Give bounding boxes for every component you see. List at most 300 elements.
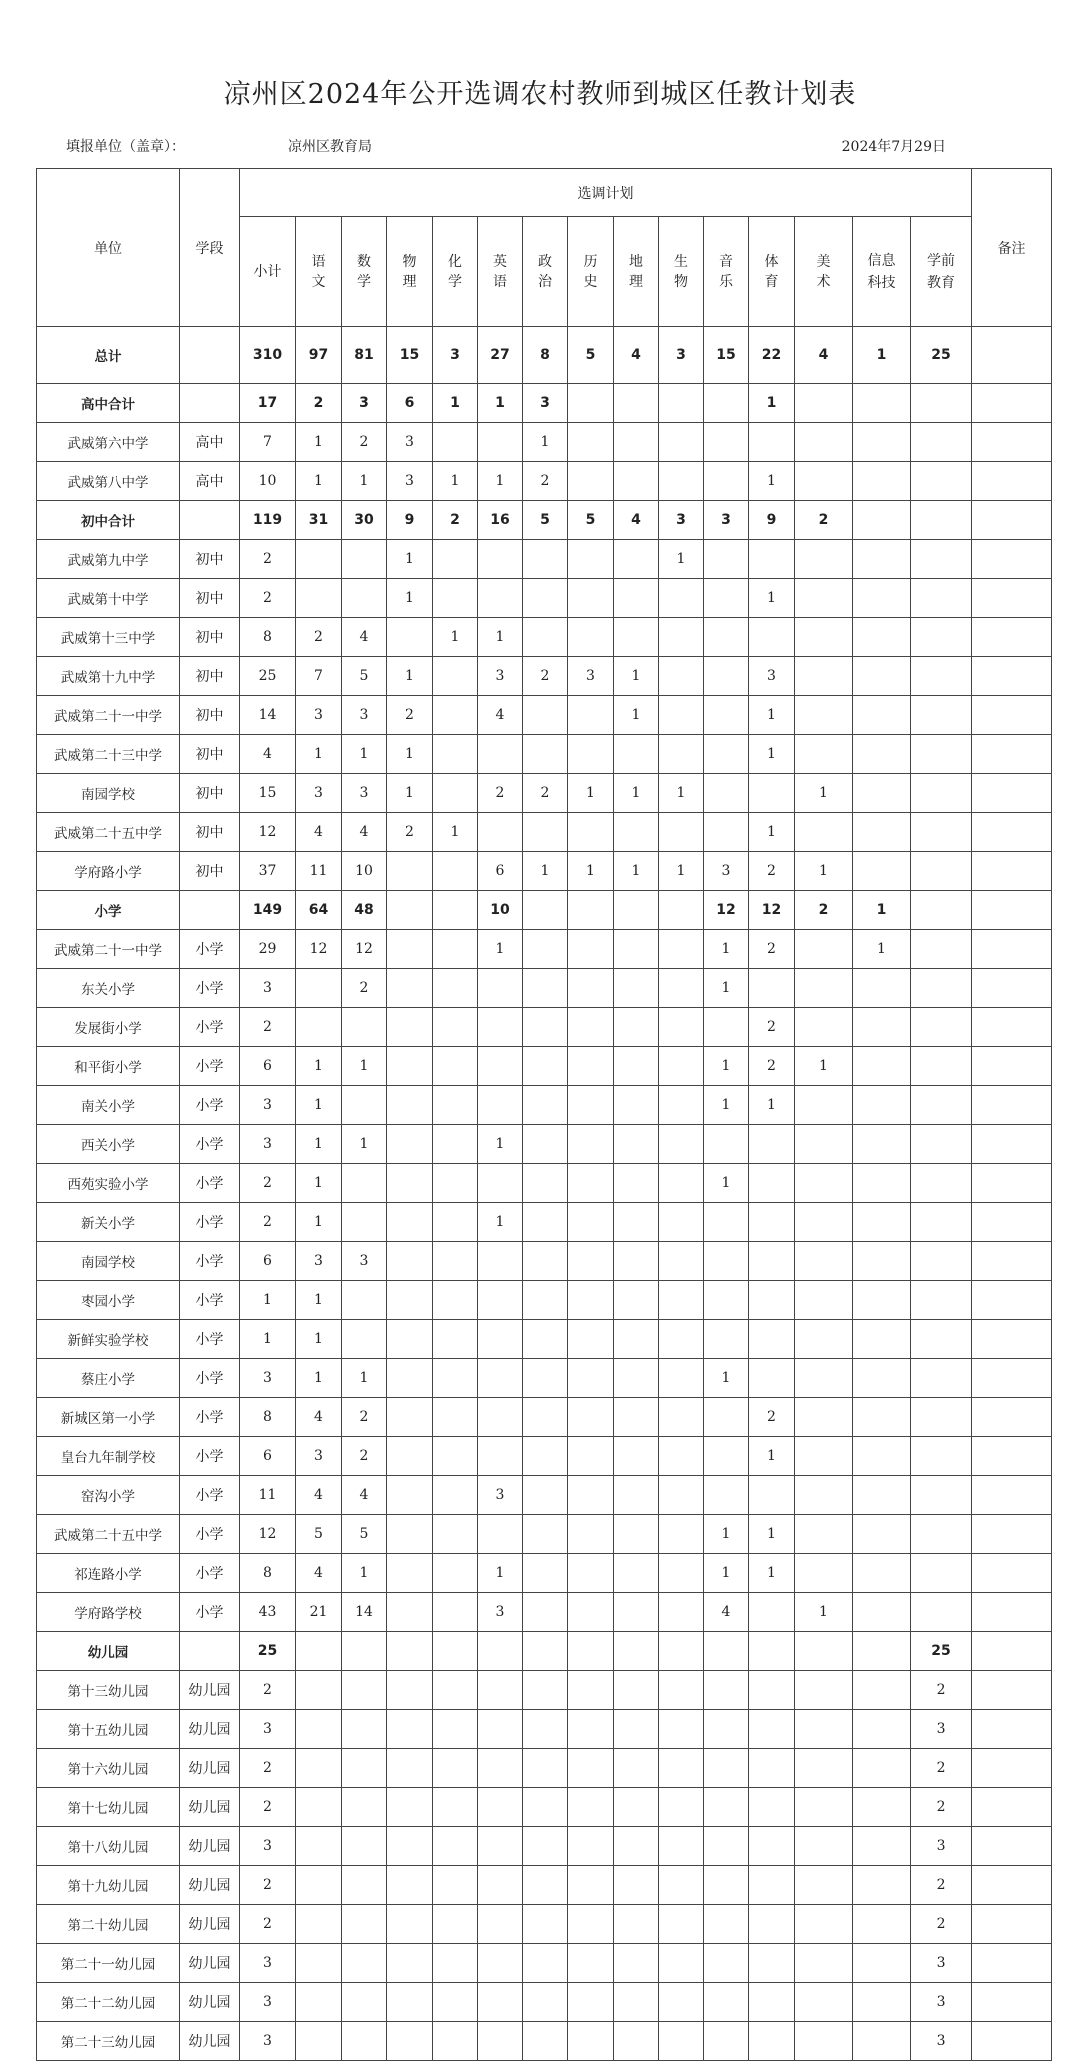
count-cell — [614, 1281, 659, 1320]
table-row — [37, 1515, 1052, 1554]
count-cell — [433, 1749, 478, 1788]
fill-date: 2024年7月29日 — [841, 139, 946, 155]
count-cell — [296, 1905, 342, 1944]
count-cell — [478, 1008, 523, 1047]
remark-cell — [972, 774, 1052, 813]
count-cell — [387, 1632, 433, 1671]
remark-cell — [972, 1125, 1052, 1164]
remark-cell — [972, 891, 1052, 930]
count-cell — [433, 1710, 478, 1749]
count-cell — [795, 2022, 853, 2061]
count-cell: 1 — [795, 852, 853, 891]
header-subject-label: 化学 — [447, 253, 462, 290]
count-cell — [795, 1866, 853, 1905]
count-cell — [853, 657, 911, 696]
count-cell — [387, 1593, 433, 1632]
count-cell: 3 — [240, 1359, 296, 1398]
count-cell — [478, 1320, 523, 1359]
table-row — [37, 930, 1052, 969]
count-cell — [433, 969, 478, 1008]
stage-cell — [180, 327, 240, 384]
count-cell — [911, 1437, 972, 1476]
count-cell: 3 — [911, 1944, 972, 1983]
count-cell: 3 — [240, 1710, 296, 1749]
count-cell — [523, 813, 568, 852]
count-cell — [523, 1944, 568, 1983]
count-cell — [342, 1008, 387, 1047]
count-cell — [478, 1515, 523, 1554]
unit-name-cell: 幼儿园 — [37, 1632, 180, 1671]
count-cell — [387, 1047, 433, 1086]
count-cell — [749, 1749, 795, 1788]
count-cell — [704, 1476, 749, 1515]
stage-cell: 小学 — [180, 1593, 240, 1632]
table-row — [37, 618, 1052, 657]
count-cell — [478, 423, 523, 462]
count-cell — [704, 2022, 749, 2061]
count-cell — [795, 579, 853, 618]
count-cell — [296, 1671, 342, 1710]
count-cell — [614, 1008, 659, 1047]
header-subject-label: 小计 — [253, 263, 282, 280]
count-cell — [478, 1047, 523, 1086]
count-cell — [433, 1593, 478, 1632]
count-cell: 97 — [296, 327, 342, 384]
unit-name-cell: 新城区第一小学 — [37, 1398, 180, 1437]
count-cell: 1 — [478, 384, 523, 423]
count-cell: 310 — [240, 327, 296, 384]
unit-name-cell: 皇台九年制学校 — [37, 1437, 180, 1476]
count-cell — [433, 891, 478, 930]
count-cell — [853, 852, 911, 891]
count-cell — [853, 1359, 911, 1398]
count-cell — [704, 1749, 749, 1788]
count-cell — [853, 1827, 911, 1866]
count-cell — [795, 696, 853, 735]
count-cell — [659, 813, 704, 852]
count-cell — [795, 423, 853, 462]
remark-cell — [972, 579, 1052, 618]
count-cell — [478, 1359, 523, 1398]
count-cell — [749, 1827, 795, 1866]
count-cell: 1 — [478, 1125, 523, 1164]
count-cell — [795, 1710, 853, 1749]
table-row — [37, 1827, 1052, 1866]
count-cell — [614, 384, 659, 423]
table-row — [37, 1476, 1052, 1515]
count-cell — [911, 462, 972, 501]
unit-name-cell: 第十七幼儿园 — [37, 1788, 180, 1827]
stage-cell: 小学 — [180, 1164, 240, 1203]
count-cell: 43 — [240, 1593, 296, 1632]
count-cell — [911, 1281, 972, 1320]
count-cell — [433, 852, 478, 891]
count-cell — [523, 1788, 568, 1827]
count-cell — [342, 1827, 387, 1866]
count-cell — [911, 1320, 972, 1359]
count-cell: 8 — [240, 618, 296, 657]
remark-cell — [972, 327, 1052, 384]
count-cell: 3 — [911, 2022, 972, 2061]
count-cell — [523, 1164, 568, 1203]
count-cell: 3 — [296, 774, 342, 813]
count-cell — [296, 540, 342, 579]
count-cell — [614, 1086, 659, 1125]
count-cell — [795, 1983, 853, 2022]
count-cell — [704, 1866, 749, 1905]
count-cell — [704, 1437, 749, 1476]
remark-cell — [972, 930, 1052, 969]
count-cell: 4 — [478, 696, 523, 735]
count-cell: 5 — [568, 501, 614, 540]
fill-unit-label: 填报单位（盖章）： — [66, 139, 185, 155]
count-cell: 1 — [342, 1125, 387, 1164]
count-cell — [478, 1086, 523, 1125]
count-cell: 2 — [911, 1788, 972, 1827]
count-cell — [911, 1593, 972, 1632]
count-cell: 1 — [478, 1203, 523, 1242]
count-cell: 15 — [704, 327, 749, 384]
count-cell — [342, 1749, 387, 1788]
count-cell — [296, 1749, 342, 1788]
count-cell — [704, 696, 749, 735]
count-cell: 3 — [704, 501, 749, 540]
stage-cell: 初中 — [180, 696, 240, 735]
count-cell — [387, 618, 433, 657]
count-cell — [568, 969, 614, 1008]
stage-cell: 幼儿园 — [180, 1944, 240, 1983]
count-cell — [523, 1359, 568, 1398]
table-row — [37, 423, 1052, 462]
count-cell — [614, 1515, 659, 1554]
count-cell — [523, 930, 568, 969]
remark-cell — [972, 540, 1052, 579]
count-cell — [342, 1086, 387, 1125]
count-cell: 11 — [240, 1476, 296, 1515]
stage-cell: 小学 — [180, 1086, 240, 1125]
unit-name-cell: 初中合计 — [37, 501, 180, 540]
count-cell — [659, 1788, 704, 1827]
table-row — [37, 462, 1052, 501]
count-cell: 1 — [659, 852, 704, 891]
count-cell — [387, 1476, 433, 1515]
count-cell — [911, 1203, 972, 1242]
count-cell: 21 — [296, 1593, 342, 1632]
count-cell — [911, 1125, 972, 1164]
count-cell — [568, 1671, 614, 1710]
count-cell — [853, 1671, 911, 1710]
count-cell — [523, 891, 568, 930]
count-cell — [478, 1944, 523, 1983]
count-cell: 2 — [911, 1905, 972, 1944]
count-cell — [433, 1554, 478, 1593]
count-cell — [659, 1125, 704, 1164]
remark-cell — [972, 1788, 1052, 1827]
count-cell — [795, 735, 853, 774]
count-cell — [433, 657, 478, 696]
stage-cell: 小学 — [180, 1242, 240, 1281]
count-cell: 4 — [296, 813, 342, 852]
table-row — [37, 696, 1052, 735]
count-cell: 1 — [614, 852, 659, 891]
table-row — [37, 1086, 1052, 1125]
stage-cell: 初中 — [180, 813, 240, 852]
count-cell — [387, 1671, 433, 1710]
count-cell — [853, 1398, 911, 1437]
count-cell — [296, 1008, 342, 1047]
count-cell — [523, 1827, 568, 1866]
count-cell — [614, 462, 659, 501]
stage-cell: 初中 — [180, 540, 240, 579]
count-cell: 12 — [240, 1515, 296, 1554]
header-subject — [704, 217, 749, 327]
count-cell — [749, 2022, 795, 2061]
unit-name-cell: 西苑实验小学 — [37, 1164, 180, 1203]
count-cell: 2 — [749, 930, 795, 969]
count-cell — [659, 1476, 704, 1515]
count-cell — [659, 1710, 704, 1749]
unit-name-cell: 学府路学校 — [37, 1593, 180, 1632]
count-cell — [911, 774, 972, 813]
stage-cell: 小学 — [180, 1047, 240, 1086]
stage-cell: 初中 — [180, 852, 240, 891]
count-cell — [614, 1554, 659, 1593]
count-cell — [478, 1398, 523, 1437]
count-cell: 2 — [911, 1749, 972, 1788]
count-cell — [568, 1281, 614, 1320]
count-cell — [749, 1632, 795, 1671]
count-cell: 4 — [342, 1476, 387, 1515]
count-cell: 1 — [240, 1320, 296, 1359]
count-cell: 1 — [749, 579, 795, 618]
count-cell: 9 — [749, 501, 795, 540]
count-cell: 8 — [523, 327, 568, 384]
count-cell: 1 — [387, 540, 433, 579]
remark-cell — [972, 852, 1052, 891]
count-cell — [659, 1008, 704, 1047]
count-cell — [433, 1905, 478, 1944]
count-cell: 1 — [387, 657, 433, 696]
count-cell — [853, 1203, 911, 1242]
count-cell — [659, 1554, 704, 1593]
count-cell: 4 — [240, 735, 296, 774]
count-cell — [523, 1710, 568, 1749]
plan-table — [36, 168, 1052, 2061]
count-cell — [659, 462, 704, 501]
count-cell — [478, 1437, 523, 1476]
count-cell — [659, 891, 704, 930]
count-cell: 2 — [240, 1866, 296, 1905]
count-cell — [523, 1554, 568, 1593]
count-cell: 3 — [387, 423, 433, 462]
stage-cell: 小学 — [180, 1320, 240, 1359]
count-cell — [296, 2022, 342, 2061]
count-cell — [853, 423, 911, 462]
unit-name-cell: 高中合计 — [37, 384, 180, 423]
count-cell — [433, 696, 478, 735]
count-cell: 1 — [296, 735, 342, 774]
remark-cell — [972, 1008, 1052, 1047]
count-cell: 3 — [568, 657, 614, 696]
count-cell: 15 — [387, 327, 433, 384]
count-cell: 30 — [342, 501, 387, 540]
count-cell — [749, 1593, 795, 1632]
count-cell: 4 — [342, 813, 387, 852]
count-cell — [795, 1827, 853, 1866]
count-cell — [614, 618, 659, 657]
unit-name-cell: 第二十一幼儿园 — [37, 1944, 180, 1983]
count-cell — [911, 1359, 972, 1398]
count-cell: 1 — [614, 696, 659, 735]
unit-name-cell: 武威第九中学 — [37, 540, 180, 579]
count-cell: 3 — [478, 1593, 523, 1632]
count-cell — [853, 1593, 911, 1632]
count-cell: 10 — [342, 852, 387, 891]
count-cell — [614, 1359, 659, 1398]
count-cell — [433, 1671, 478, 1710]
count-cell — [704, 423, 749, 462]
stage-cell: 小学 — [180, 1515, 240, 1554]
count-cell — [568, 2022, 614, 2061]
count-cell — [387, 1905, 433, 1944]
count-cell: 1 — [704, 1554, 749, 1593]
count-cell — [478, 1827, 523, 1866]
table-row — [37, 1164, 1052, 1203]
count-cell — [749, 1671, 795, 1710]
count-cell — [568, 618, 614, 657]
unit-name-cell: 武威第八中学 — [37, 462, 180, 501]
count-cell — [911, 813, 972, 852]
count-cell: 3 — [911, 1710, 972, 1749]
count-cell: 1 — [568, 774, 614, 813]
count-cell: 9 — [387, 501, 433, 540]
count-cell: 1 — [296, 1086, 342, 1125]
unit-name-cell: 第十九幼儿园 — [37, 1866, 180, 1905]
count-cell — [911, 1008, 972, 1047]
count-cell: 1 — [296, 462, 342, 501]
plan-table-body — [37, 327, 1052, 2061]
table-row — [37, 1554, 1052, 1593]
count-cell — [387, 1827, 433, 1866]
count-cell — [853, 1905, 911, 1944]
count-cell — [342, 1710, 387, 1749]
count-cell — [704, 1125, 749, 1164]
stage-cell — [180, 891, 240, 930]
count-cell: 2 — [296, 618, 342, 657]
count-cell — [749, 1242, 795, 1281]
count-cell: 1 — [704, 1086, 749, 1125]
count-cell: 3 — [749, 657, 795, 696]
count-cell: 1 — [296, 1164, 342, 1203]
count-cell: 1 — [342, 1359, 387, 1398]
count-cell — [704, 1710, 749, 1749]
count-cell — [911, 852, 972, 891]
count-cell — [704, 618, 749, 657]
count-cell — [911, 1554, 972, 1593]
count-cell: 5 — [568, 327, 614, 384]
count-cell — [614, 813, 659, 852]
count-cell — [614, 1164, 659, 1203]
count-cell — [704, 1398, 749, 1437]
unit-name-cell: 第二十三幼儿园 — [37, 2022, 180, 2061]
remark-cell — [972, 462, 1052, 501]
count-cell: 5 — [523, 501, 568, 540]
unit-name-cell: 第二十二幼儿园 — [37, 1983, 180, 2022]
count-cell — [749, 1203, 795, 1242]
stage-cell: 高中 — [180, 423, 240, 462]
count-cell: 6 — [387, 384, 433, 423]
count-cell — [704, 1905, 749, 1944]
unit-name-cell: 祁连路小学 — [37, 1554, 180, 1593]
count-cell — [853, 1008, 911, 1047]
count-cell — [387, 1359, 433, 1398]
count-cell — [614, 579, 659, 618]
table-row — [37, 1125, 1052, 1164]
count-cell: 1 — [853, 327, 911, 384]
table-row — [37, 735, 1052, 774]
stage-cell: 初中 — [180, 618, 240, 657]
count-cell: 7 — [296, 657, 342, 696]
header-subject — [568, 217, 614, 327]
count-cell: 2 — [433, 501, 478, 540]
count-cell — [568, 1047, 614, 1086]
count-cell: 3 — [240, 2022, 296, 2061]
count-cell: 2 — [240, 1671, 296, 1710]
stage-cell: 初中 — [180, 657, 240, 696]
remark-cell — [972, 618, 1052, 657]
count-cell: 1 — [342, 735, 387, 774]
count-cell — [704, 774, 749, 813]
count-cell — [568, 1125, 614, 1164]
count-cell: 1 — [749, 1437, 795, 1476]
count-cell — [478, 1905, 523, 1944]
count-cell — [853, 618, 911, 657]
count-cell — [387, 1164, 433, 1203]
table-row — [37, 1710, 1052, 1749]
table-row — [37, 1203, 1052, 1242]
count-cell — [614, 1632, 659, 1671]
count-cell — [523, 1983, 568, 2022]
count-cell: 6 — [240, 1242, 296, 1281]
count-cell — [614, 1320, 659, 1359]
count-cell: 6 — [240, 1047, 296, 1086]
count-cell: 2 — [523, 774, 568, 813]
count-cell — [659, 1320, 704, 1359]
count-cell: 17 — [240, 384, 296, 423]
count-cell — [478, 540, 523, 579]
count-cell — [911, 540, 972, 579]
count-cell — [795, 1554, 853, 1593]
table-row — [37, 813, 1052, 852]
count-cell — [387, 891, 433, 930]
count-cell: 1 — [853, 930, 911, 969]
count-cell — [568, 1008, 614, 1047]
count-cell: 4 — [614, 327, 659, 384]
remark-cell — [972, 735, 1052, 774]
count-cell — [795, 657, 853, 696]
count-cell: 2 — [342, 1398, 387, 1437]
count-cell — [749, 1866, 795, 1905]
count-cell — [387, 1242, 433, 1281]
count-cell — [911, 657, 972, 696]
count-cell: 1 — [704, 1047, 749, 1086]
count-cell: 2 — [523, 462, 568, 501]
remark-cell — [972, 423, 1052, 462]
count-cell — [614, 1827, 659, 1866]
count-cell: 12 — [240, 813, 296, 852]
count-cell — [387, 1749, 433, 1788]
stage-cell: 小学 — [180, 1437, 240, 1476]
